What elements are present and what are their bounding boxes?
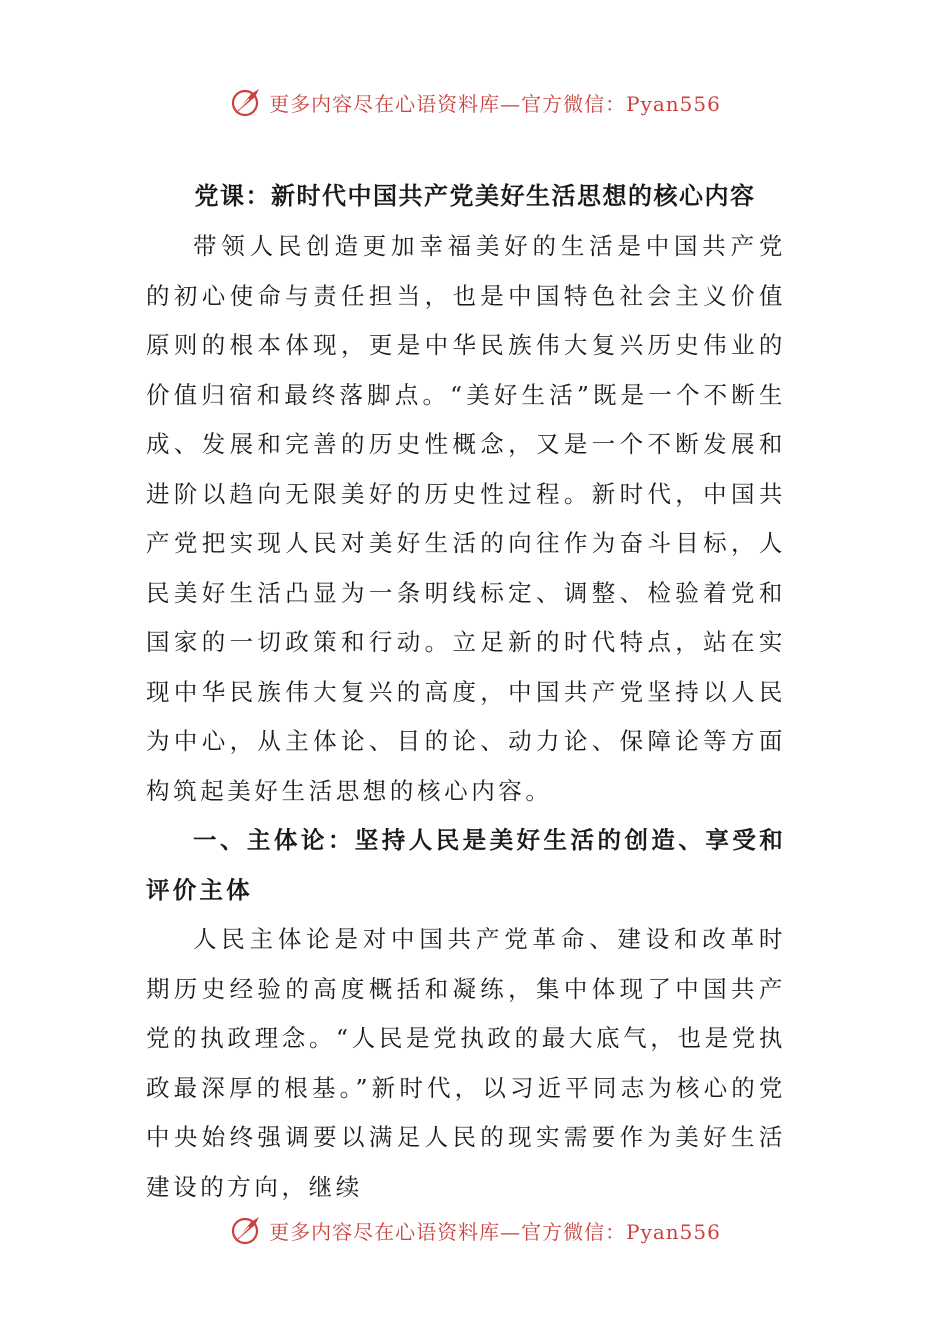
watermark-banner-bottom [0, 1210, 950, 1250]
watermark-text: 更多内容尽在心语资料库—官方微信：Pyan556 [269, 1219, 721, 1244]
document-title: 党课：新时代中国共产党美好生活思想的核心内容 [194, 182, 756, 210]
quill-pen-logo-icon [229, 1213, 263, 1247]
quill-pen-logo-icon [229, 85, 263, 119]
intro-paragraph: 带领人民创造更加幸福美好的生活是中国共产党的初心使命与责任担当，也是中国特色社会主义价值原则的根本体现，更是中华民族伟大复兴历史伟业的价值归宿和最终落脚点。“美好生活”既是一个不断生成、发展和完善的历史性概念，又是一个不断发展和进阶以趋向无限美好的历史性过程。新时代，中国共产党把实现人民对美好生活的向往作为奋斗目标，人民美好生活凸显为一条明线标定、调整、检验着党和国家的一切政策和行动。立足新的时代特点，站在实现中华民族伟大复兴的高度，中国共产党坚持以人民为中心，从主体论、目的论、动力论、保障论等方面构筑起美好生活思想的核心内容。 [146, 232, 786, 805]
watermark-text: 更多内容尽在心语资料库—官方微信：Pyan556 [269, 91, 721, 116]
document-body [146, 222, 786, 1212]
section-heading: 一、主体论：坚持人民是美好生活的创造、享受和评价主体 [146, 826, 786, 904]
watermark-banner-top [0, 82, 950, 122]
section-paragraph: 人民主体论是对中国共产党革命、建设和改革时期历史经验的高度概括和凝练，集中体现了中国共产党的执政理念。“人民是党执政的最大底气，也是党执政最深厚的根基。”新时代，以习近平同志为核心的党中央始终强调要以满足人民的现实需要作为美好生活建设的方向，继续 [146, 925, 786, 1201]
